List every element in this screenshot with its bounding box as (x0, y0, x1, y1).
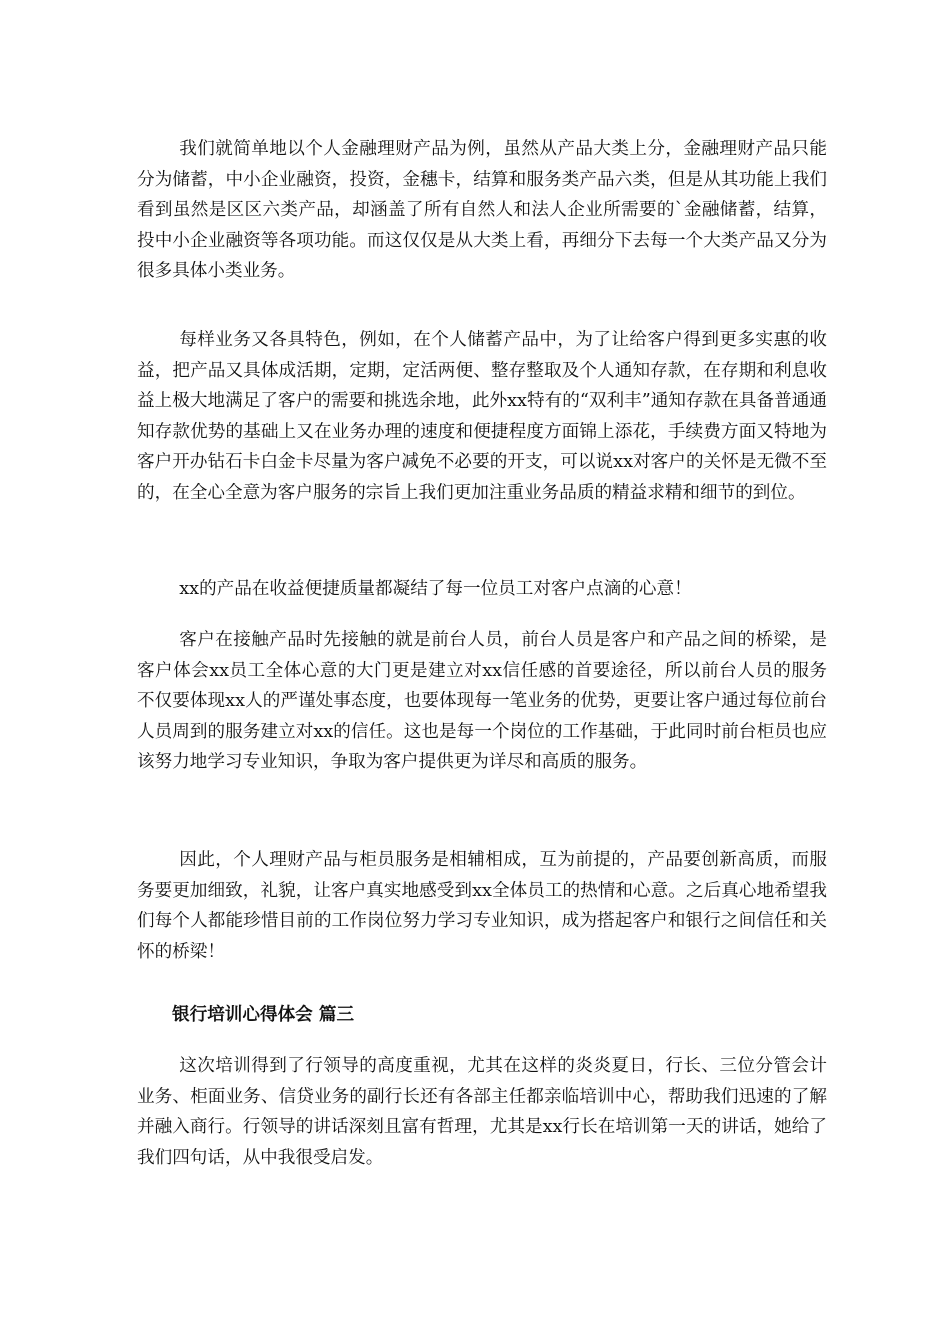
paragraph-financial-products: 我们就简单地以个人金融理财产品为例，虽然从产品大类上分，金融理财产品只能分为储蓄，中小企业融资，投资，金穗卡，结算和服务类产品六类，但是从其功能上我们看到虽然是区区六类产品，却涵盖了所有自然人和法人企业所需要的`金融储蓄，结算，投中小企业融资等各项功能。而这仅仅是从大类上看，再细分下去每一个大类产品又分为很多具体小类业务。 (137, 139, 827, 281)
paragraph-front-desk-staff: 客户在接触产品时先接触的就是前台人员，前台人员是客户和产品之间的桥梁，是客户体会xx员工全体心意的大门更是建立对xx信任感的首要途径，所以前台人员的服务不仅要体现xx人的严谨处事态度，也要体现每一笔业务的优势，更要让客户通过每位前台人员周到的服务建立对xx的信任。这也是每一个岗位的工作基础，于此同时前台柜员也应该努力地学习专业知识，争取为客户提供更为详尽和高质的服务。 (137, 630, 827, 772)
paragraph-conclusion: 因此，个人理财产品与柜员服务是相辅相成，互为前提的，产品要创新高质，而服务要更加细致，礼貌，让客户真实地感受到xx全体员工的热情和心意。之后真心地希望我们每个人都能珍惜目前的工作岗位努力学习专业知识，成为搭起客户和银行之间信任和关怀的桥梁！ (137, 850, 827, 962)
section-heading: 银行培训心得体会 篇三 (172, 1004, 355, 1025)
paragraph-training-leadership: 这次培训得到了行领导的高度重视，尤其在这样的炎炎夏日，行长、三位分管会计业务、柜面业务、信贷业务的副行长还有各部主任都亲临培训中心，帮助我们迅速的了解并融入商行。行领导的讲话深刻且富有哲理，尤其是xx行长在培训第一天的讲话，她给了我们四句话，从中我很受启发。 (137, 1056, 827, 1168)
paragraph-product-dedication: xx的产品在收益便捷质量都凝结了每一位员工对客户点滴的心意！ (179, 579, 692, 599)
paragraph-savings-features: 每样业务又各具特色，例如，在个人储蓄产品中，为了让给客户得到更多实惠的收益，把产品又具体成活期，定期，定活两便、整存整取及个人通知存款，在存期和利息收益上极大地满足了客户的需要和挑选余地，此外xx特有的“双利丰”通知存款在具备普通通知存款优势的基础上又在业务办理的速度和便捷程度方面锦上添花，手续费方面又特地为客户开办钻石卡白金卡尽量为客户减免不必要的开支，可以说xx对客户的关怀是无微不至的，在全心全意为客户服务的宗旨上我们更加注重业务品质的精益求精和细节的到位。 (137, 330, 827, 503)
